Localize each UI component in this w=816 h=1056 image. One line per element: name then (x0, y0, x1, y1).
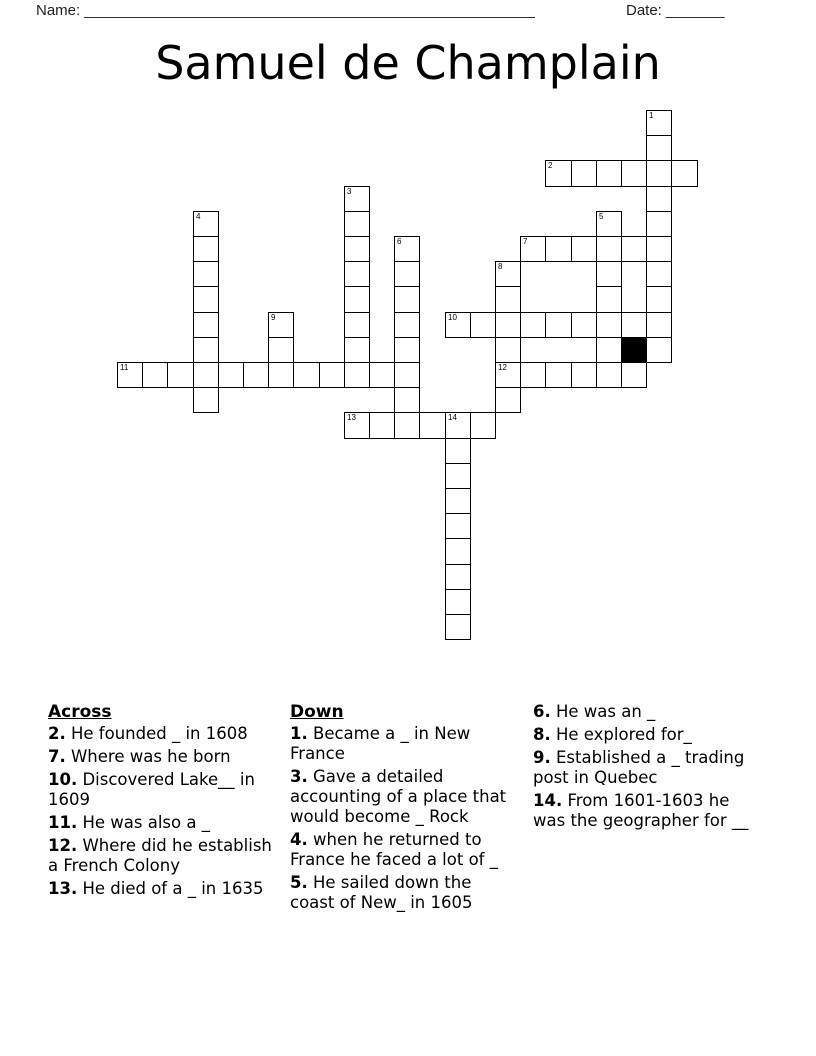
grid-cell[interactable] (596, 312, 622, 338)
grid-cell[interactable] (445, 412, 471, 439)
clue-number: 10. (48, 770, 78, 789)
cell-number: 7 (523, 237, 528, 246)
cell-number: 14 (448, 413, 457, 422)
clue-number: 2. (48, 724, 66, 743)
grid-cell[interactable] (621, 312, 647, 338)
grid-cell[interactable] (394, 312, 420, 338)
grid-cell[interactable] (193, 211, 219, 237)
grid-cell[interactable] (495, 387, 521, 413)
cell-number: 9 (271, 313, 276, 322)
grid-cell[interactable] (596, 286, 622, 313)
grid-cell[interactable] (495, 286, 521, 313)
clue-number: 7. (48, 747, 66, 766)
cell-number: 3 (347, 187, 352, 196)
grid-cell[interactable] (193, 337, 219, 363)
down-clue (533, 702, 758, 722)
clue-number: 9. (533, 748, 551, 767)
grid-cell[interactable] (520, 362, 546, 388)
grid-cell[interactable] (596, 261, 622, 287)
date-field[interactable]: Date: _______ (626, 2, 725, 19)
grid-cell[interactable] (344, 337, 370, 363)
grid-cell[interactable] (394, 337, 420, 363)
across-clue (48, 747, 286, 767)
grid-cell[interactable] (596, 236, 622, 262)
grid-cell[interactable] (545, 160, 572, 187)
clue-number: 4. (290, 830, 308, 849)
clue-text: From 1601-1603 he was the geographer for __ (533, 791, 749, 830)
grid-cell[interactable] (394, 236, 420, 262)
grid-cell[interactable] (646, 135, 672, 161)
down-clue (290, 873, 518, 913)
grid-cell[interactable] (621, 236, 647, 262)
grid-cell[interactable] (571, 312, 597, 338)
clue-number: 3. (290, 767, 308, 786)
grid-cell[interactable] (344, 362, 370, 388)
grid-cell[interactable] (369, 362, 395, 388)
clue-text: He was also a _ (77, 813, 210, 832)
across-clue (48, 813, 286, 833)
grid-cell[interactable] (344, 412, 370, 439)
clue-text: Established a _ trading post in Quebec (533, 748, 745, 787)
grid-cell[interactable] (268, 337, 294, 363)
clue-number: 8. (533, 725, 551, 744)
grid-cell[interactable] (268, 362, 294, 388)
grid-cell[interactable] (344, 261, 370, 287)
grid-cell[interactable] (344, 186, 370, 212)
grid-cell[interactable] (671, 160, 698, 187)
grid-cell[interactable] (445, 538, 471, 565)
across-clues (48, 702, 286, 902)
grid-cell[interactable] (646, 186, 672, 212)
grid-cell[interactable] (621, 362, 647, 388)
cell-number: 8 (498, 262, 503, 271)
clue-number: 14. (533, 791, 563, 810)
grid-cell[interactable] (646, 160, 672, 187)
grid-cell[interactable] (571, 362, 597, 388)
clue-text: He explored for_ (550, 725, 692, 744)
grid-cell[interactable] (344, 312, 370, 338)
name-field[interactable]: Name: ______________________________________________________ (36, 2, 535, 19)
clue-text: He founded _ in 1608 (65, 724, 248, 743)
grid-cell[interactable] (646, 261, 672, 287)
down-clues-continued (533, 702, 758, 834)
grid-cell[interactable] (495, 362, 521, 388)
grid-cell[interactable] (470, 412, 496, 439)
grid-cell[interactable] (394, 387, 420, 413)
grid-cell[interactable] (243, 362, 269, 388)
clue-number: 6. (533, 702, 551, 721)
grid-cell[interactable] (445, 463, 471, 489)
grid-cell[interactable] (394, 362, 420, 388)
clue-number: 1. (290, 724, 308, 743)
grid-cell[interactable] (495, 261, 521, 287)
across-clue (48, 770, 286, 810)
grid-cell[interactable] (646, 211, 672, 237)
down-clue (290, 830, 518, 870)
grid-cell[interactable] (445, 513, 471, 539)
black-cell (621, 337, 647, 363)
grid-cell[interactable] (646, 286, 672, 313)
clue-text: He sailed down the coast of New_ in 1605 (290, 873, 473, 912)
cell-number: 1 (649, 111, 654, 120)
grid-cell[interactable] (193, 236, 219, 262)
clue-text: Discovered Lake__ in 1609 (48, 770, 255, 809)
clue-text: when he returned to France he faced a lot of _ (290, 830, 498, 869)
grid-cell[interactable] (545, 236, 572, 262)
cell-number: 5 (599, 212, 604, 221)
grid-cell[interactable] (646, 337, 672, 363)
down-heading: Down (290, 702, 344, 722)
grid-cell[interactable] (369, 412, 395, 439)
grid-cell[interactable] (142, 362, 168, 388)
clue-text: Where did he establish a French Colony (48, 836, 272, 875)
grid-cell[interactable] (445, 564, 471, 590)
grid-cell[interactable] (344, 286, 370, 313)
grid-cell[interactable] (394, 412, 420, 439)
across-clue (48, 879, 286, 899)
grid-cell[interactable] (167, 362, 194, 388)
clue-number: 11. (48, 813, 78, 832)
grid-cell[interactable] (445, 438, 471, 464)
across-heading: Across (48, 702, 112, 722)
clue-text: Became a _ in New France (290, 724, 471, 763)
grid-cell[interactable] (193, 312, 219, 338)
across-clue (48, 836, 286, 876)
grid-cell[interactable] (596, 160, 622, 187)
grid-cell[interactable] (571, 236, 597, 262)
grid-cell[interactable] (344, 211, 370, 237)
grid-cell[interactable] (193, 362, 219, 388)
clue-text: Gave a detailed accounting of a place that would become _ Rock (290, 767, 507, 826)
clue-number: 5. (290, 873, 308, 892)
puzzle-title: Samuel de Champlain (155, 36, 661, 90)
grid-cell[interactable] (545, 362, 572, 388)
grid-cell[interactable] (419, 412, 446, 439)
grid-cell[interactable] (293, 362, 320, 388)
grid-cell[interactable] (268, 312, 294, 338)
clue-text: He was an _ (550, 702, 656, 721)
grid-cell[interactable] (596, 362, 622, 388)
cell-number: 12 (498, 363, 507, 372)
grid-cell[interactable] (646, 236, 672, 262)
down-clue (533, 791, 758, 831)
grid-cell[interactable] (470, 312, 496, 338)
cell-number: 13 (347, 413, 356, 422)
down-clue (290, 767, 518, 827)
grid-cell[interactable] (596, 211, 622, 237)
down-clue (533, 748, 758, 788)
grid-cell[interactable] (596, 337, 622, 363)
grid-cell[interactable] (646, 312, 672, 338)
grid-cell[interactable] (495, 312, 521, 338)
grid-cell[interactable] (621, 160, 647, 187)
clue-number: 12. (48, 836, 78, 855)
down-clues (290, 702, 518, 916)
cell-number: 11 (120, 363, 129, 372)
grid-cell[interactable] (344, 236, 370, 262)
grid-cell[interactable] (319, 362, 345, 388)
grid-cell[interactable] (520, 236, 546, 262)
clue-text: He died of a _ in 1635 (77, 879, 264, 898)
grid-cell[interactable] (520, 312, 546, 338)
grid-cell[interactable] (545, 312, 572, 338)
grid-cell[interactable] (445, 614, 471, 640)
grid-cell[interactable] (445, 488, 471, 514)
grid-cell[interactable] (193, 387, 219, 413)
cell-number: 4 (196, 212, 201, 221)
grid-cell[interactable] (495, 337, 521, 363)
cell-number: 10 (448, 313, 457, 322)
grid-cell[interactable] (646, 110, 672, 136)
grid-cell[interactable] (394, 261, 420, 287)
grid-cell[interactable] (394, 286, 420, 313)
grid-cell[interactable] (445, 312, 471, 338)
clue-number: 13. (48, 879, 78, 898)
down-clue (290, 724, 518, 764)
clue-text: Where was he born (65, 747, 231, 766)
cell-number: 6 (397, 237, 402, 246)
grid-cell[interactable] (193, 261, 219, 287)
grid-cell[interactable] (445, 589, 471, 615)
grid-cell[interactable] (218, 362, 244, 388)
grid-cell[interactable] (571, 160, 597, 187)
grid-cell[interactable] (117, 362, 143, 388)
cell-number: 2 (548, 161, 553, 170)
down-clue (533, 725, 758, 745)
across-clue (48, 724, 286, 744)
grid-cell[interactable] (193, 286, 219, 313)
